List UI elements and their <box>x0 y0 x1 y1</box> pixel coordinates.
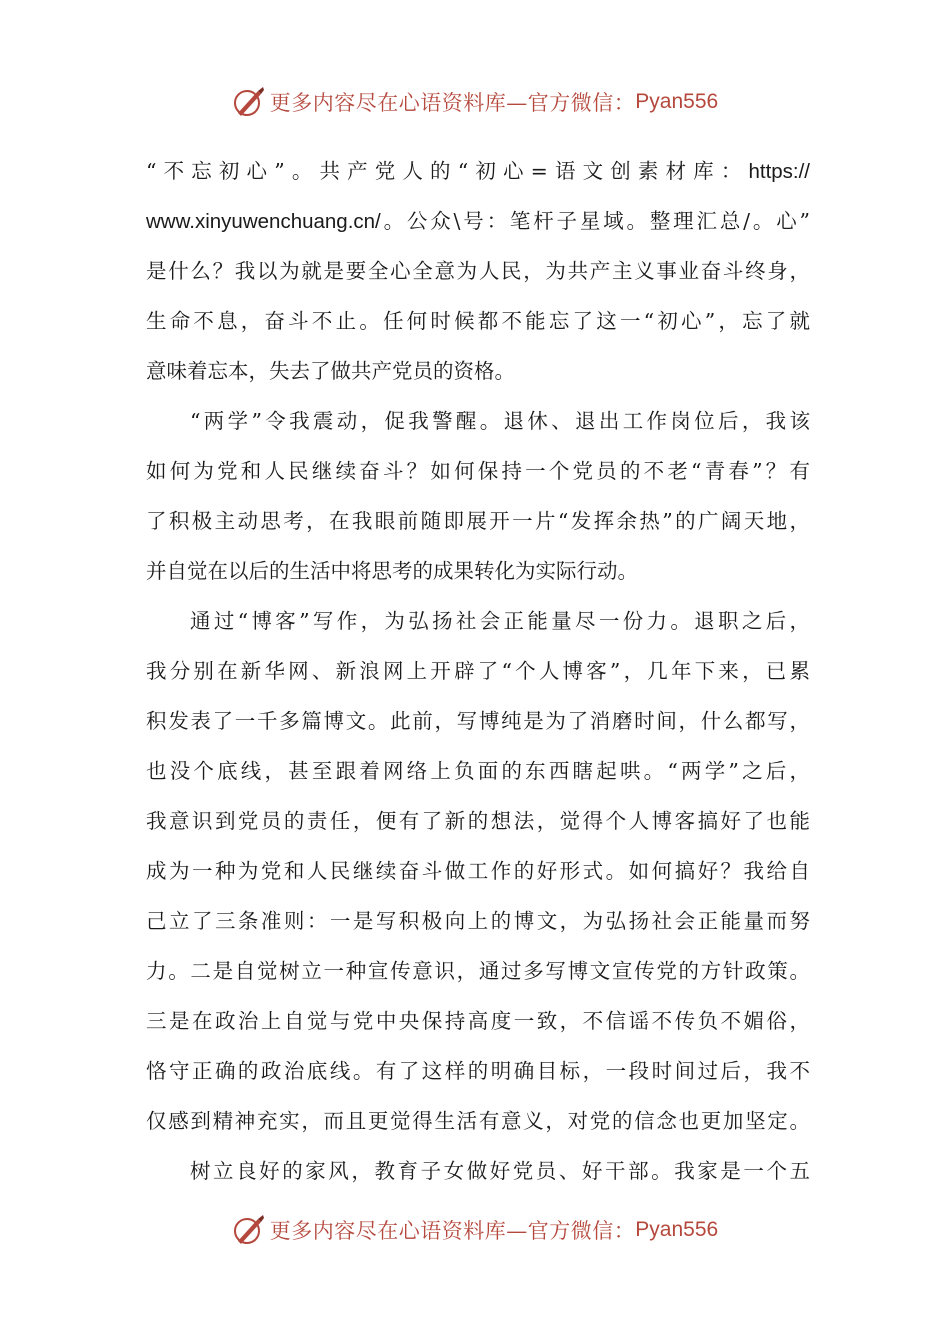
text-line-15: 成为一种为党和人民继续奋斗做工作的好形式。如何搞好？我给自 <box>146 859 810 883</box>
text-line-8: 了积极主动思考，在我眼前随即展开一片“发挥余热”的广阔天地， <box>146 509 810 533</box>
banner-wechat-id: Pyan556 <box>635 90 719 113</box>
pen-logo-icon <box>232 85 266 119</box>
banner-wechat-id: Pyan556 <box>635 1218 719 1241</box>
text-line-4: 生命不息，奋斗不止。任何时候都不能忘了这一“初心”，忘了就 <box>146 309 810 333</box>
footer-banner <box>0 1210 950 1250</box>
text-line-18: 三是在政治上自觉与党中央保持高度一致，不信谣不传负不媚俗， <box>146 1009 810 1033</box>
text-line-2: www.xinyuwenchuang.cn/。公众\号：笔杆子星域。整理汇总/。心” <box>146 209 810 233</box>
text-line-14: 我意识到党员的责任，便有了新的想法，觉得个人博客搞好了也能 <box>146 809 810 833</box>
text-line-1: “不忘初心”。共产党人的“初心=语文创素材库：https:// <box>146 159 810 183</box>
text-line-19: 恪守正确的政治底线。有了这样的明确目标，一段时间过后，我不 <box>146 1059 810 1083</box>
text-line-21: 树立良好的家风，教育子女做好党员、好干部。我家是一个五 <box>190 1159 810 1183</box>
text-line-3: 是什么？我以为就是要全心全意为人民，为共产主义事业奋斗终身， <box>146 259 810 283</box>
text-line-7: 如何为党和人民继续奋斗？如何保持一个党员的不老“青春”？有 <box>146 459 810 483</box>
text-line-5: 意味着忘本，失去了做共产党员的资格。 <box>146 359 515 383</box>
text-line-13: 也没个底线，甚至跟着网络上负面的东西瞎起哄。“两学”之后， <box>146 759 810 783</box>
text-line-6: “两学”令我震动，促我警醒。退休、退出工作岗位后，我该 <box>190 409 810 433</box>
text-line-16: 己立了三条准则：一是写积极向上的博文，为弘扬社会正能量而努 <box>146 909 810 933</box>
document-body <box>146 146 810 1196</box>
text-line-12: 积发表了一千多篇博文。此前，写博纯是为了消磨时间，什么都写， <box>146 709 810 733</box>
banner-text: 更多内容尽在心语资料库—官方微信： <box>269 1219 636 1243</box>
text-line-9: 并自觉在以后的生活中将思考的成果转化为实际行动。 <box>146 559 638 583</box>
pen-logo-icon <box>232 1213 266 1247</box>
text-line-17: 力。二是自觉树立一种宣传意识，通过多写博文宣传党的方针政策。 <box>146 959 810 983</box>
text-line-20: 仅感到精神充实，而且更觉得生活有意义，对党的信念也更加坚定。 <box>146 1109 810 1133</box>
banner-text: 更多内容尽在心语资料库—官方微信： <box>269 91 636 115</box>
header-banner <box>0 82 950 122</box>
text-line-10: 通过“博客”写作，为弘扬社会正能量尽一份力。退职之后， <box>190 609 810 633</box>
text-line-11: 我分别在新华网、新浪网上开辟了“个人博客”，几年下来，已累 <box>146 659 810 683</box>
